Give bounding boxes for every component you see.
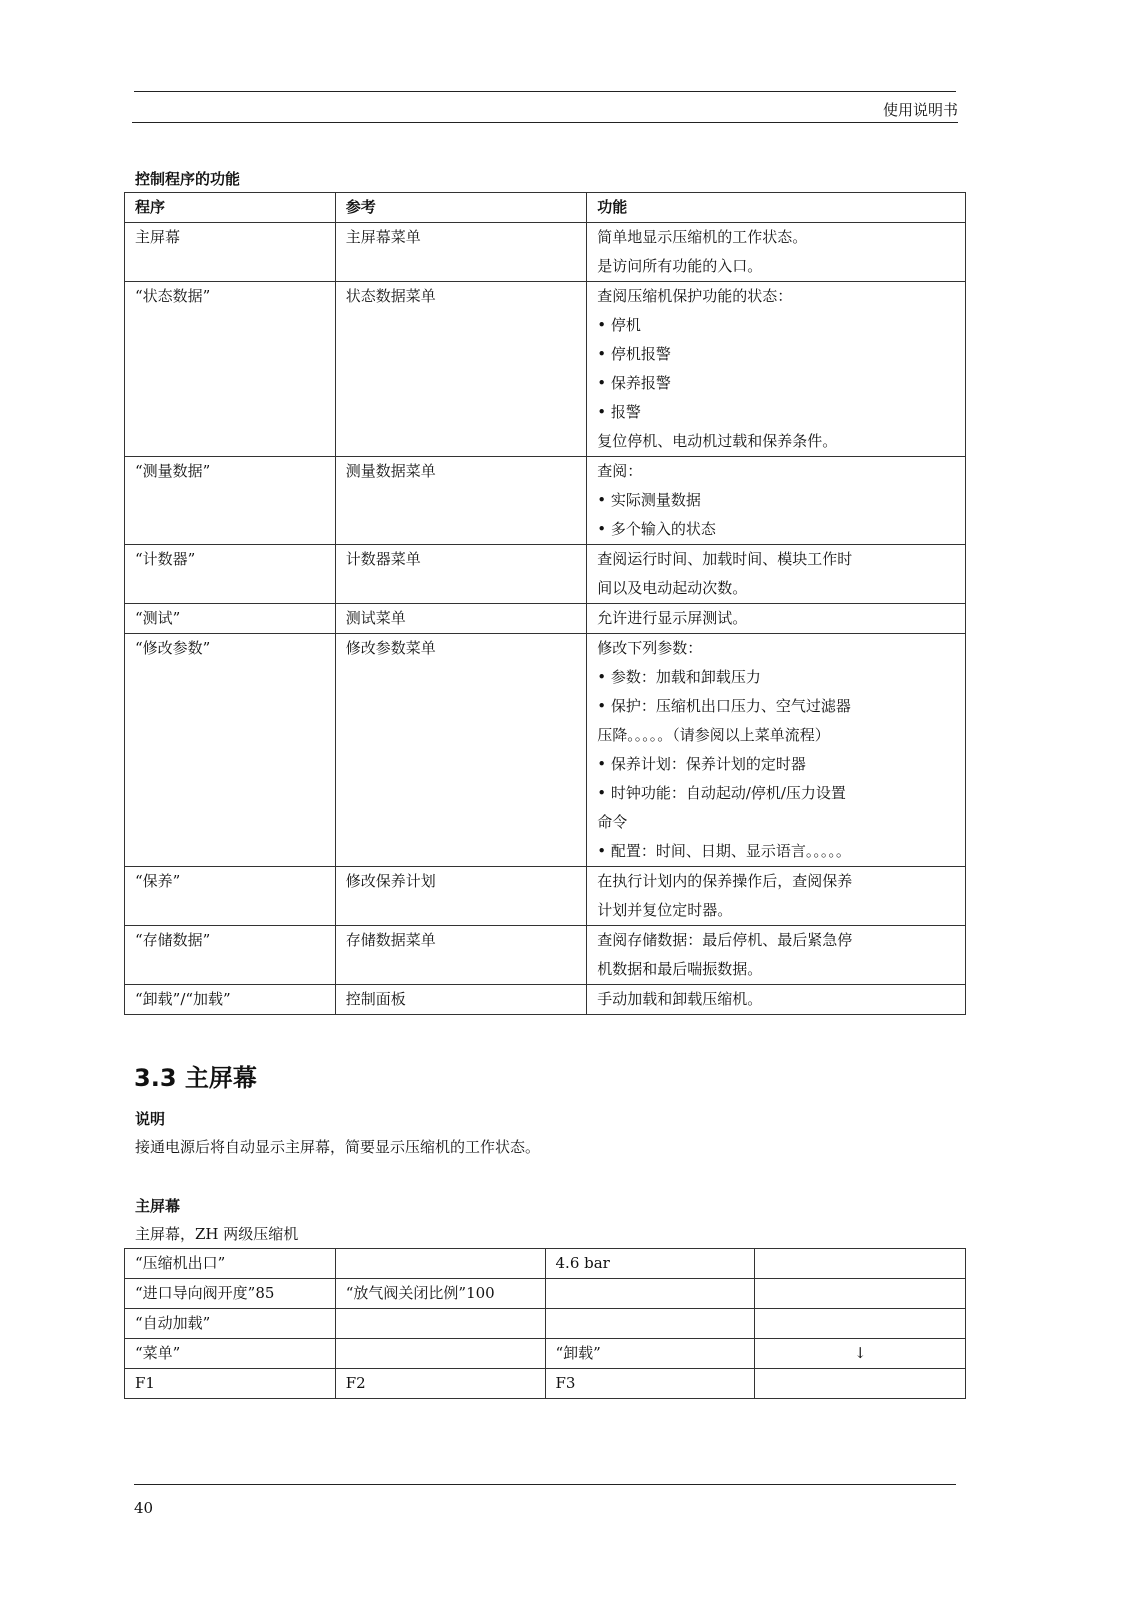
reference-cell: 状态数据菜单 [335,282,587,457]
table-row [125,867,966,926]
function-line: • 保养报警 [597,374,671,392]
program-cell: “卸载”/“加载” [125,985,336,1015]
screen-row [125,1249,966,1279]
table-row [125,223,966,282]
screen-cell: F3 [545,1369,755,1399]
function-cell [587,985,966,1015]
table-row [125,604,966,634]
function-line: • 保护：压缩机出口压力、空气过滤器 [597,697,851,715]
program-cell: 主屏幕 [125,223,336,282]
function-line: 在执行计划内的保养操作后，查阅保养 [597,872,853,890]
program-cell: “存储数据” [125,926,336,985]
program-cell: “测试” [125,604,336,634]
function-line: • 参数：加载和卸载压力 [597,668,761,686]
function-line: 命令 [597,813,628,831]
function-line: 压降。。。。。（请参阅以上菜单流程） [597,726,830,744]
column-header: 程序 [125,193,336,223]
screen-row [125,1369,966,1399]
function-cell [587,604,966,634]
function-line: 手动加载和卸载压缩机。 [597,990,763,1008]
table-header-row [125,193,966,223]
header-rule-top [134,91,956,92]
function-line: • 实际测量数据 [597,491,701,509]
reference-cell: 测试菜单 [335,604,587,634]
function-line: • 报警 [597,403,641,421]
screen-cell [755,1279,966,1309]
table-row [125,282,966,457]
function-line: • 保养计划：保养计划的定时器 [597,755,806,773]
screen-cell: “菜单” [125,1339,336,1369]
function-line: 计划并复位定时器。 [597,901,733,919]
function-line: • 停机 [597,316,641,334]
function-line: 简单地显示压缩机的工作状态。 [597,228,808,246]
function-line: 复位停机、电动机过载和保养条件。 [597,432,838,450]
table-row [125,985,966,1015]
reference-cell: 主屏幕菜单 [335,223,587,282]
screen-cell [755,1309,966,1339]
screen-cell [545,1309,755,1339]
screen-cell [335,1249,545,1279]
reference-cell: 测量数据菜单 [335,457,587,545]
page-number: 40 [134,1499,154,1517]
main-screen-table [124,1248,966,1399]
function-cell [587,223,966,282]
screen-row [125,1279,966,1309]
program-cell: “测量数据” [125,457,336,545]
program-cell: “状态数据” [125,282,336,457]
function-line: 查阅： [597,462,643,480]
footer-rule [134,1484,956,1485]
reference-cell: 修改保养计划 [335,867,587,926]
reference-cell: 计数器菜单 [335,545,587,604]
function-cell [587,545,966,604]
function-line: • 时钟功能：自动起动/停机/压力设置 [597,784,846,802]
screen-cell [335,1339,545,1369]
program-cell: “修改参数” [125,634,336,867]
function-line: 查阅压缩机保护功能的状态： [597,287,793,305]
function-line: 是访问所有功能的入口。 [597,257,763,275]
program-cell: “计数器” [125,545,336,604]
screen-cell: “压缩机出口” [125,1249,336,1279]
function-line: 间以及电动起动次数。 [597,579,748,597]
function-cell [587,634,966,867]
screen-cell [335,1309,545,1339]
screen-cell: “进口导向阀开度”85 [125,1279,336,1309]
column-header: 功能 [587,193,966,223]
main-screen-caption: 主屏幕，ZH 两级压缩机 [135,1225,299,1243]
program-cell: “保养” [125,867,336,926]
function-cell [587,457,966,545]
screen-cell [755,1249,966,1279]
main-screen-heading: 主屏幕 [135,1197,181,1215]
reference-cell: 修改参数菜单 [335,634,587,867]
screen-row [125,1309,966,1339]
header-title: 使用说明书 [882,101,958,119]
table-row [125,457,966,545]
function-line: 允许进行显示屏测试。 [597,609,748,627]
screen-cell: ↓ [755,1339,966,1369]
screen-cell: F1 [125,1369,336,1399]
table-row [125,545,966,604]
function-cell [587,282,966,457]
screen-cell: “卸载” [545,1339,755,1369]
function-cell [587,926,966,985]
table-row [125,926,966,985]
screen-row [125,1339,966,1369]
function-line: 查阅运行时间、加载时间、模块工作时 [597,550,853,568]
screen-cell: F2 [335,1369,545,1399]
header-rule-bottom [132,122,958,123]
screen-cell: “自动加载” [125,1309,336,1339]
screen-cell: “放气阀关闭比例”100 [335,1279,545,1309]
function-line: 查阅存储数据：最后停机、最后紧急停 [597,931,853,949]
function-line: • 停机报警 [597,345,671,363]
function-line: 机数据和最后喘振数据。 [597,960,763,978]
function-line: • 配置：时间、日期、显示语言。。。。。 [597,842,851,860]
column-header: 参考 [335,193,587,223]
reference-cell: 存储数据菜单 [335,926,587,985]
description-text: 接通电源后将自动显示主屏幕，简要显示压缩机的工作状态。 [135,1138,541,1156]
screen-cell [545,1279,755,1309]
section-title: 3.3 主屏幕 [134,1064,257,1092]
function-line: 修改下列参数： [597,639,703,657]
function-line: • 多个输入的状态 [597,520,716,538]
functions-table [124,192,966,1015]
screen-cell [755,1369,966,1399]
table-row [125,634,966,867]
screen-cell: 4.6 bar [545,1249,755,1279]
functions-caption: 控制程序的功能 [135,170,241,188]
function-cell [587,867,966,926]
description-heading: 说明 [135,1110,166,1128]
reference-cell: 控制面板 [335,985,587,1015]
